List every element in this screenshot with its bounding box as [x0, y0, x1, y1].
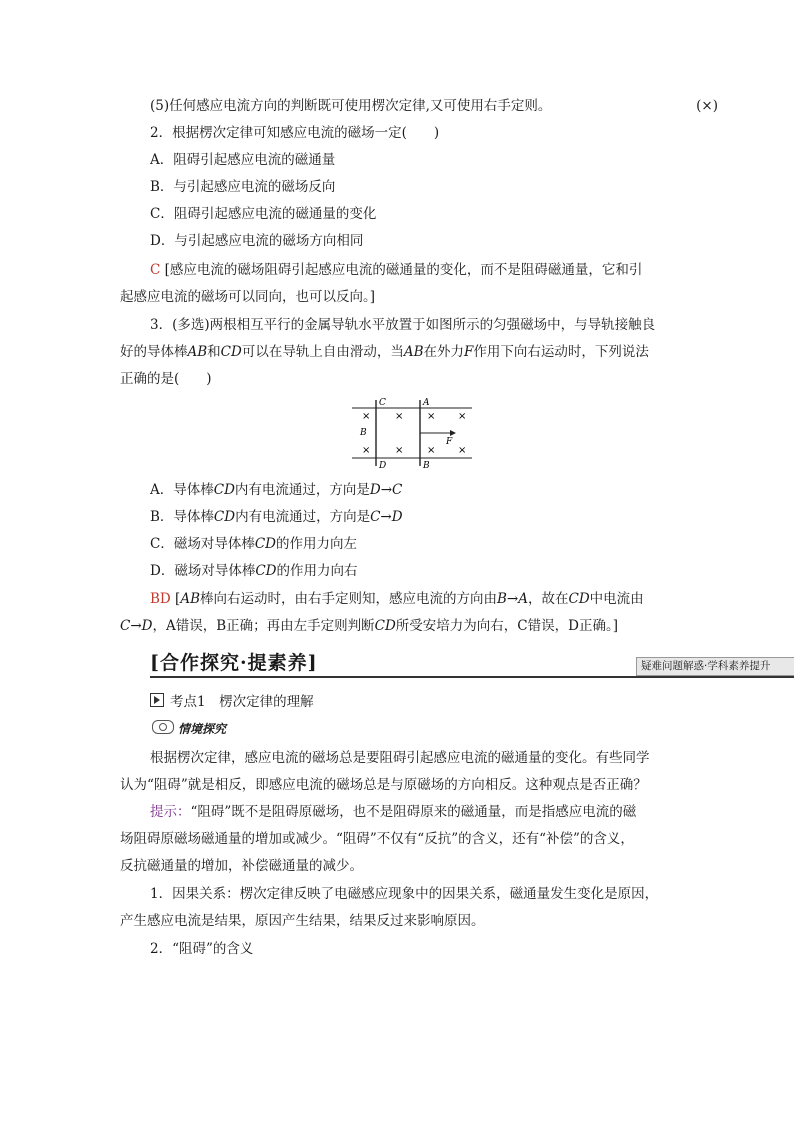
force-arrow-head [450, 430, 456, 436]
item-1-line-1: 1．因果关系：楞次定律反映了电磁感应现象中的因果关系，磁通量发生变化是原因， [150, 886, 659, 902]
question-5-text: (5)任何感应电流方向的判断既可使用楞次定律,又可使用右手定则。 [150, 98, 552, 114]
symbol-b-to-a: B→A [497, 591, 528, 607]
question-3-answer-line-1 [150, 589, 710, 609]
scenario-heading [152, 720, 226, 738]
point-heading [150, 692, 314, 712]
question-3-option-b [150, 507, 710, 527]
hint-text: “阻碍”既不是阻碍原磁场，也不是阻碍原来的磁通量，而是指感应电流的磁 [190, 804, 637, 820]
stem-text: 和 [207, 344, 221, 360]
field-cross: × [362, 411, 371, 422]
answer-text: [ [175, 591, 181, 607]
field-cross: × [458, 445, 467, 456]
symbol-cd: CD [374, 618, 396, 634]
option-text: B．导体棒 [150, 509, 214, 525]
field-cross: × [362, 445, 371, 456]
question-2-answer-line-1 [150, 260, 710, 280]
hint-label: 提示： [150, 804, 191, 820]
play-icon [150, 693, 164, 707]
answer-text: 所受安培力为向右，C错误，D正确。] [395, 618, 618, 634]
body-paragraph-1-line-2: 认为“阻碍”就是相反，即感应电流的磁场总是与原磁场的方向相反。这种观点是否正确？ [120, 777, 647, 793]
question-3-answer-line-2 [120, 616, 680, 636]
question-2-answer-line-2: 起感应电流的磁场可以同向，也可以反向。] [120, 289, 376, 305]
question-3-answer-letter: BD [150, 591, 171, 607]
section-divider [150, 676, 794, 678]
hint-line-1 [150, 802, 710, 822]
symbol-ab: AB [187, 344, 208, 360]
field-cross: × [395, 445, 404, 456]
symbol-cd: CD [220, 344, 242, 360]
option-text: A．导体棒 [150, 482, 214, 498]
field-cross: × [427, 445, 436, 456]
hint-line-2: 场阻碍原磁场磁通量的增加或减少。“阻碍”不仅有“反抗”的含义，还有“补偿”的含义， [120, 831, 634, 847]
hint-line-3: 反抗磁通量的增加，补偿磁通量的减少。 [120, 858, 363, 874]
symbol-cd: CD [213, 509, 236, 525]
question-3-option-d [150, 561, 710, 581]
item-2-heading: 2．“阻碍”的含义 [150, 941, 254, 957]
question-3-stem-line-2 [120, 342, 680, 362]
option-text: C．磁场对导体棒 [150, 536, 255, 552]
option-text: 内有电流通过，方向是 [234, 482, 370, 498]
figure-label-f: F [446, 437, 453, 447]
question-3-stem-line-3: 正确的是( ) [120, 371, 212, 387]
answer-text: ，故在 [527, 591, 569, 607]
question-3-option-c [150, 534, 710, 554]
question-2-option-a: A．阻碍引起感应电流的磁通量 [150, 152, 336, 168]
question-2-option-c: C．阻碍引起感应电流的磁通量的变化 [150, 206, 377, 222]
symbol-ab: AB [180, 591, 200, 607]
symbol-cd: CD [213, 482, 235, 498]
symbol-cd: CD [254, 536, 276, 552]
stem-text: 好的导体棒 [120, 344, 188, 360]
figure-label-c: C [379, 398, 386, 408]
option-text: 的作用力向右 [276, 563, 358, 579]
question-5-mark: (×) [696, 98, 718, 114]
answer-text: ，A错误，B正确；再由左手定则判断 [152, 618, 375, 634]
symbol-d-to-c: D→C [369, 482, 403, 498]
option-text: D．磁场对导体棒 [150, 563, 256, 579]
option-text: 的作用力向左 [276, 536, 357, 552]
symbol-cd: CD [255, 563, 277, 579]
symbol-cd: CD [568, 591, 590, 607]
stem-text: 在外力 [423, 344, 464, 360]
question-2-option-d: D．与引起感应电流的磁场方向相同 [150, 233, 364, 249]
field-cross: × [427, 411, 436, 422]
answer-text: 棒向右运动时，由右手定则知，感应电流的方向由 [200, 591, 497, 607]
rails-magnetic-field-figure [350, 396, 475, 471]
body-paragraph-1-line-1: 根据楞次定律，感应电流的磁场总是要阻碍引起感应电流的磁通量的变化。有些同学 [150, 750, 650, 766]
figure-label-b-left: B [360, 428, 367, 438]
scenario-label: 情境探究 [178, 722, 227, 736]
question-3-stem-line-1: 3．(多选)两根相互平行的金属导轨水平放置于如图所示的匀强磁场中，与导轨接触良 [150, 317, 656, 333]
stem-text: 作用下向右运动时，下列说法 [473, 344, 649, 360]
stem-text: 可以在导轨上自由滑动，当 [241, 344, 404, 360]
item-1-line-2: 产生感应电流是结果，原因产生结果，结果反过来影响原因。 [120, 913, 485, 929]
question-2-answer-text: [感应电流的磁场阻碍引起感应电流的磁通量的变化，而不是阻碍磁通量，它和引 [164, 262, 643, 278]
section-tag: 疑难问题解惑·学科素养提升 [636, 657, 794, 676]
question-2-answer-letter: C [150, 262, 161, 278]
figure-label-a: A [423, 398, 430, 408]
symbol-ab: AB [403, 344, 424, 360]
figure-label-b-bottom: B [423, 461, 430, 471]
field-cross: × [395, 411, 404, 422]
question-5-line [150, 96, 718, 116]
question-2-stem: 2．根据楞次定律可知感应电流的磁场一定( ) [150, 125, 440, 141]
answer-text: 中电流由 [589, 591, 644, 607]
symbol-c-to-d: C→D [120, 618, 153, 634]
symbol-c-to-d: C→D [370, 509, 403, 525]
figure-label-d: D [379, 461, 387, 471]
section-title: [合作探究·提素养] [150, 652, 318, 674]
point-label: 考点1 楞次定律的理解 [170, 694, 314, 710]
question-3-option-a [150, 480, 710, 500]
symbol-f: F [464, 344, 474, 360]
field-cross: × [458, 411, 467, 422]
option-text: 内有电流通过，方向是 [235, 509, 371, 525]
scenario-icon [152, 720, 174, 734]
question-2-option-b: B．与引起感应电流的磁场反向 [150, 179, 336, 195]
